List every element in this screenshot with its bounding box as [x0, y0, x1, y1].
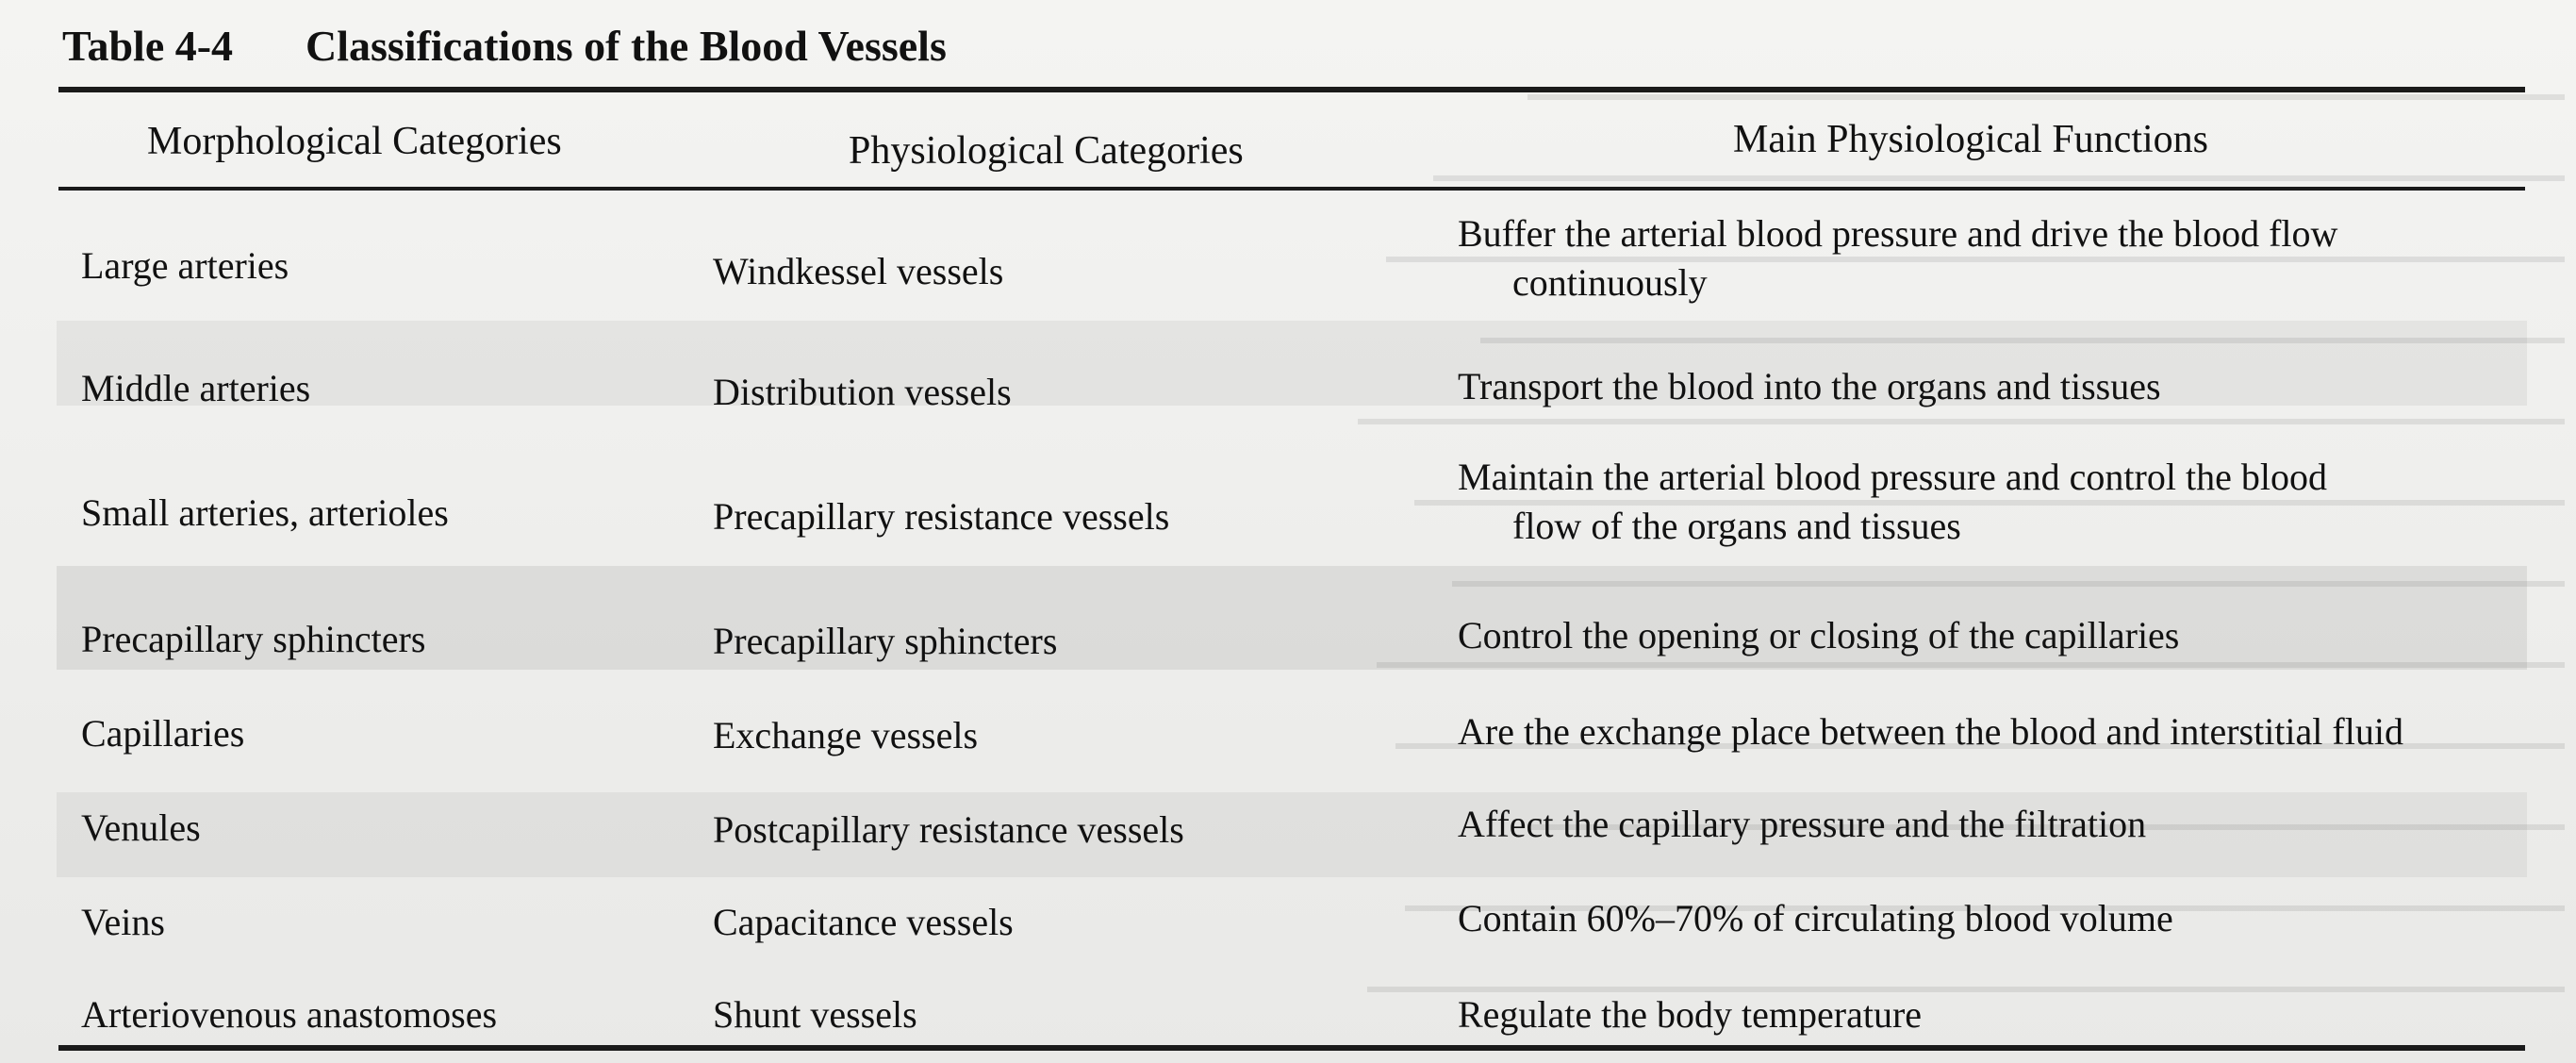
row-7-morphological: Veins [81, 901, 165, 943]
table-caption [62, 21, 947, 71]
row-8-physiological: Shunt vessels [713, 993, 917, 1036]
row-3-function-line2: flow of the organs and tissues [1512, 505, 1961, 547]
header-rule [58, 187, 2525, 191]
header-morphological: Morphological Categories [147, 120, 562, 163]
row-3-function-line1: Maintain the arterial blood pressure and control the blood [1458, 456, 2327, 498]
row-5-physiological: Exchange vessels [713, 714, 979, 756]
table-title: Classifications of the Blood Vessels [305, 22, 947, 70]
row-3-morphological: Small arteries, arterioles [81, 491, 449, 534]
row-5-morphological: Capillaries [81, 712, 245, 755]
bottom-rule [58, 1045, 2525, 1051]
row-1-function [1458, 209, 2533, 307]
row-2-function: Transport the blood into the organs and tissues [1458, 365, 2161, 407]
row-6-function: Affect the capillary pressure and the filtration [1458, 803, 2147, 845]
row-2-morphological: Middle arteries [81, 367, 311, 409]
row-1-function-line2: continuously [1512, 261, 1708, 304]
row-8-function: Regulate the body temperature [1458, 993, 1923, 1036]
row-8-morphological: Arteriovenous anastomoses [81, 993, 498, 1036]
row-7-physiological: Capacitance vessels [713, 901, 1014, 943]
table-number: Table 4-4 [62, 22, 234, 70]
row-6-morphological: Venules [81, 806, 201, 849]
row-4-function: Control the opening or closing of the capillaries [1458, 614, 2180, 656]
row-7-function: Contain 60%–70% of circulating blood volume [1458, 897, 2173, 939]
row-2-physiological: Distribution vessels [713, 371, 1012, 413]
row-1-physiological: Windkessel vessels [713, 250, 1004, 292]
row-6-physiological: Postcapillary resistance vessels [713, 808, 1184, 851]
top-rule [58, 87, 2525, 92]
header-functions: Main Physiological Functions [1733, 118, 2208, 161]
row-3-function [1458, 453, 2533, 551]
row-1-function-line1: Buffer the arterial blood pressure and drive the blood flow [1458, 212, 2338, 255]
header-physiological: Physiological Categories [849, 129, 1244, 173]
row-4-morphological: Precapillary sphincters [81, 618, 426, 660]
row-1-morphological: Large arteries [81, 244, 289, 287]
row-3-physiological: Precapillary resistance vessels [713, 495, 1170, 538]
row-5-function: Are the exchange place between the blood and interstitial fluid [1458, 710, 2403, 753]
row-4-physiological: Precapillary sphincters [713, 620, 1058, 662]
